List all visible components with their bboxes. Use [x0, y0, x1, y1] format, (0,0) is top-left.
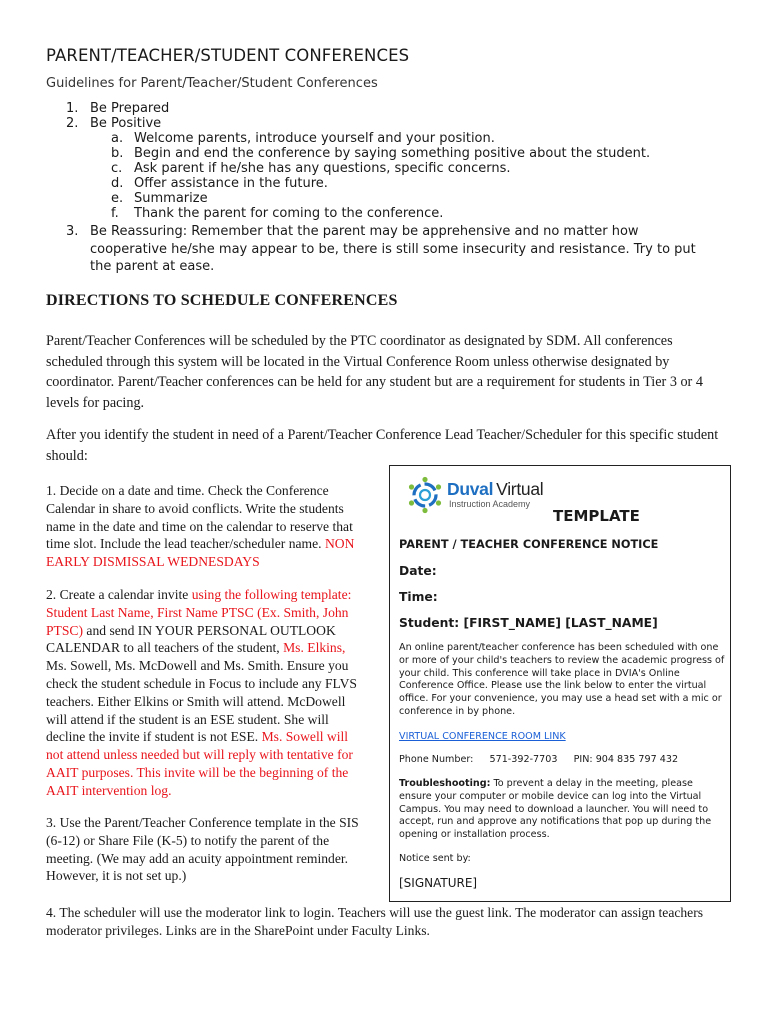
- guideline-text: Be Prepared: [90, 101, 170, 116]
- guideline-sub-item: [66, 131, 716, 146]
- guideline-text: Be Positive: [90, 116, 162, 131]
- phone-line: [399, 754, 678, 765]
- sub-item-text: Offer assistance in the future.: [134, 176, 328, 191]
- guideline-sub-item: [66, 176, 716, 191]
- page-title: PARENT/TEACHER/STUDENT CONFERENCES: [46, 46, 410, 65]
- signature-placeholder: [SIGNATURE]: [399, 876, 478, 890]
- sub-item-text: Begin and end the conference by saying something positive about the student.: [134, 146, 651, 161]
- troubleshooting: [399, 778, 727, 842]
- directions-heading: DIRECTIONS TO SCHEDULE CONFERENCES: [46, 292, 398, 309]
- notice-title: PARENT / TEACHER CONFERENCE NOTICE: [399, 538, 659, 551]
- svg-text:DuvalVirtual: [447, 479, 543, 499]
- guideline-sub-item: [66, 206, 716, 221]
- date-label: Date:: [399, 564, 437, 578]
- sub-item-text: Ask parent if he/she has any questions, specific concerns.: [134, 161, 511, 176]
- directions-paragraph: Parent/Teacher Conferences will be scheduled by the PTC coordinator as designated by SDM. All conferences scheduled through this system will be located in the Virtual Conference Room unless otherwise designated by coordinator. Parent/Teacher conferences can be held for any student but are a requirement for students in Tier 3 or 4 levels for pacing.: [46, 333, 703, 411]
- sub-item-letter: d.: [111, 176, 124, 191]
- step-highlight: using the following template: Student Last Name, First Name PTSC (Ex. Smith, John PTSC): [46, 587, 352, 638]
- guideline-item: [66, 116, 716, 131]
- sub-item-letter: e.: [111, 191, 124, 206]
- guideline-sub-item: [66, 161, 716, 176]
- guideline-number: 1.: [66, 101, 79, 116]
- page-subtitle: Guidelines for Parent/Teacher/Student Conferences: [46, 76, 378, 91]
- directions-paragraph: After you identify the student in need of a Parent/Teacher Conference Lead Teacher/Scheduler for this specific student should:: [46, 427, 719, 464]
- step-text: and send IN YOUR PERSONAL OUTLOOK CALENDAR to all teachers of the student,: [46, 622, 336, 656]
- step-highlight: Ms. Elkins,: [283, 640, 346, 656]
- phone-value: 571-392-7703: [489, 754, 558, 765]
- sub-item-text: Thank the parent for coming to the conference.: [134, 206, 444, 221]
- pin-value: 904 835 797 432: [595, 754, 679, 765]
- step-4: 4. The scheduler will use the moderator link to login. Teachers will use the guest link. The moderator can assign teachers moderator privileges. Links are in the SharePoint under Faculty Links.: [46, 905, 704, 938]
- phone-label: Phone Number:: [399, 754, 474, 765]
- guideline-sub-item: [66, 146, 716, 161]
- sub-item-text: Welcome parents, introduce yourself and your position.: [134, 131, 495, 146]
- guideline-item: [66, 101, 716, 116]
- step-1: [46, 482, 364, 571]
- step-2: [46, 586, 364, 800]
- guidelines-list: [66, 101, 716, 276]
- step-text: 1. Decide on a date and time. Check the Conference Calendar in share to avoid conflicts. Write the students name in the date and time on the calendar to reserve that time slot. Include the lead teacher/scheduler name.: [46, 483, 353, 552]
- logo-mark-icon: [409, 477, 441, 513]
- sub-item-letter: c.: [111, 161, 123, 176]
- step-highlight: NON EARLY DISMISSAL WEDNESDAYS: [46, 536, 355, 570]
- guideline-number: 3.: [66, 224, 79, 239]
- pin-label: PIN:: [573, 754, 593, 765]
- troubleshooting-text: To prevent a delay in the meeting, please ensure your computer or mobile device can log into the Virtual Campus. You may need to download a launcher. You will need to accept, run and approve any notifications that pop up during the opening or installation process.: [399, 778, 712, 841]
- guideline-number: 2.: [66, 116, 79, 131]
- step-text: 2. Create a calendar invite: [46, 587, 192, 602]
- virtual-conference-room-link[interactable]: VIRTUAL CONFERENCE ROOM LINK: [399, 731, 566, 742]
- step-3: 3. Use the Parent/Teacher Conference template in the SIS (6-12) or Share File (K-5) to notify the parent of the meeting. (We may add an acuity appointment reminder. However, it is not set up.): [46, 815, 359, 884]
- step-text: Ms. Sowell, Ms. McDowell and Ms. Smith. Ensure you check the student schedule in Focus to include any FLVS teachers. Either Elkins or Smith will attend. McDowell will attend if the student is an ESE student. She will decline the invite if student is not ESE.: [46, 658, 357, 745]
- logo-brand: Duval: [447, 479, 494, 499]
- sub-item-letter: a.: [111, 131, 124, 146]
- notice-body: An online parent/teacher conference has been scheduled with one or more of your child's teachers to review the academic progress of your child. This conference will take place in DVIA's Online Conference Office. Please use the link below to enter the virtual office. For your convenience, you may use a head set with a mic or conference in by phone.: [399, 642, 725, 717]
- guideline-item: [66, 223, 716, 276]
- guideline-text: Be Reassuring: Remember that the parent may be apprehensive and no matter how cooperative he/she may appear to be, there is still some insecurity and resistance. Try to put the parent at ease.: [90, 224, 696, 274]
- troubleshooting-label: Troubleshooting:: [399, 778, 491, 789]
- sub-item-letter: f.: [111, 206, 119, 221]
- sub-item-letter: b.: [111, 146, 124, 161]
- logo-line2: Instruction Academy: [449, 499, 531, 509]
- sent-by-label: Notice sent by:: [399, 853, 471, 864]
- step-highlight: Ms. Sowell will not attend unless needed but will reply with tentative for AAIT purposes. This invite will be the beginning of the AAIT intervention log.: [46, 729, 353, 798]
- template-box: [389, 465, 731, 902]
- template-title: TEMPLATE: [553, 507, 640, 525]
- time-label: Time:: [399, 590, 438, 604]
- logo-virtual: Virtual: [496, 479, 544, 499]
- guideline-sub-item: [66, 191, 716, 206]
- student-label: Student: [FIRST_NAME] [LAST_NAME]: [399, 616, 658, 630]
- sub-item-text: Summarize: [134, 191, 208, 206]
